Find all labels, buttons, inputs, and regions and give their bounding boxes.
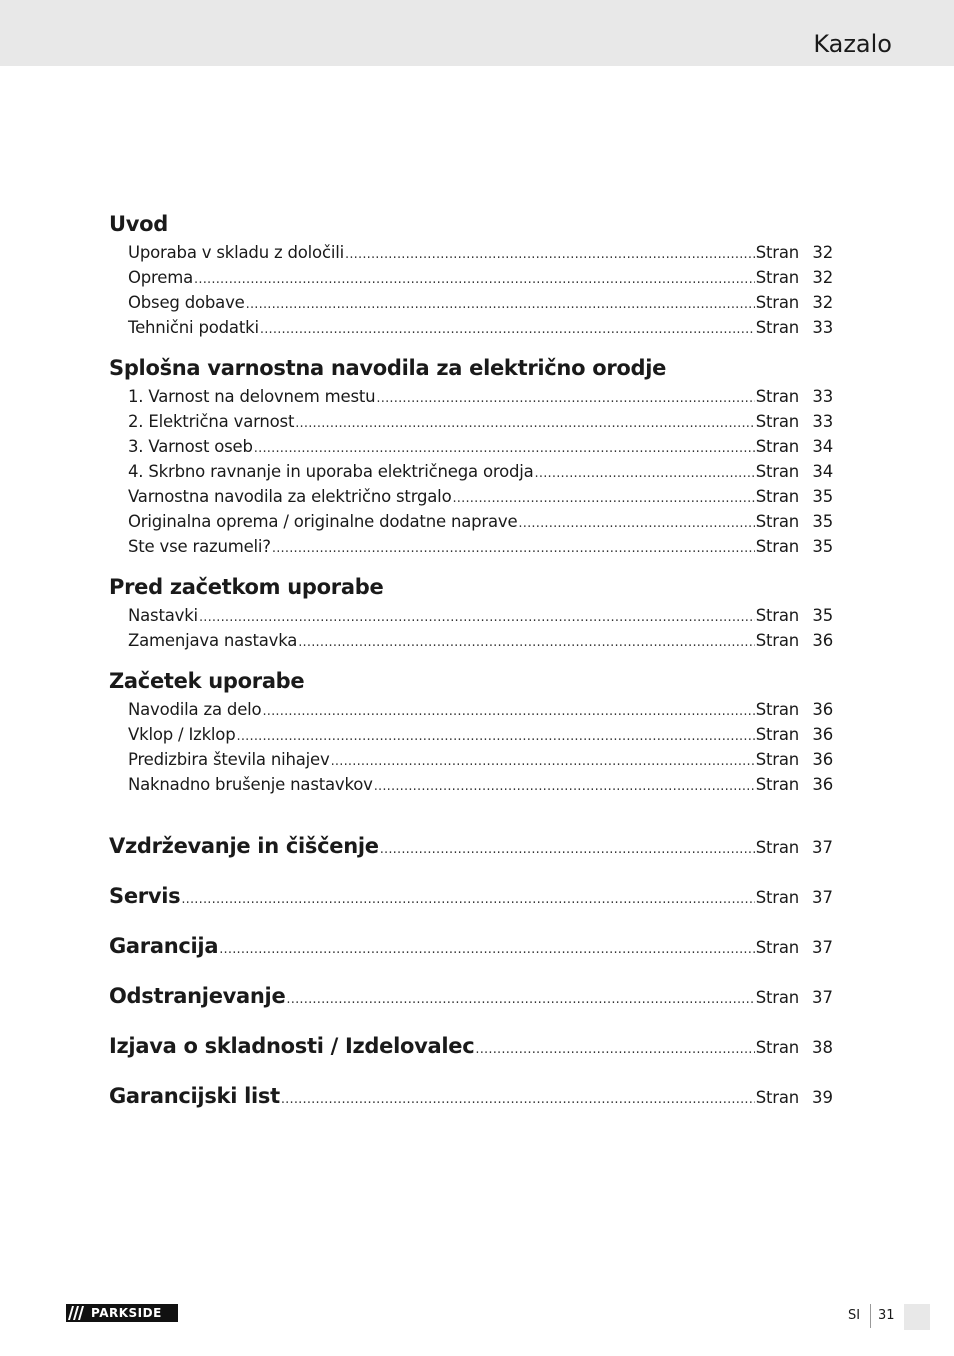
dot-leader (374, 772, 755, 799)
logo-stripes-icon (66, 1304, 88, 1322)
toc-entry-page: 35 (812, 606, 833, 625)
dot-leader (262, 697, 754, 724)
toc-entry-page: 33 (812, 318, 833, 337)
toc-entry[interactable] (109, 772, 833, 797)
toc-entry[interactable] (109, 697, 833, 722)
toc-entry-page: 36 (812, 700, 833, 719)
toc-entry-page: 35 (812, 537, 833, 556)
toc-entry-page: 36 (812, 725, 833, 744)
page-number: 31 (878, 1308, 895, 1323)
toc-entry-label: Originalna oprema / originalne dodatne naprave (128, 512, 518, 531)
toc-entry-label: Predizbira števila nihajev (128, 750, 330, 769)
toc-entry[interactable] (109, 315, 833, 340)
toc-entry-page: 33 (812, 387, 833, 406)
toc-entry[interactable] (109, 509, 833, 534)
toc-main-entry-label: Vzdrževanje in čiščenje (109, 834, 379, 858)
toc-main-entry[interactable] (109, 971, 833, 1021)
toc-entry-label: Varnostna navodila za električno strgalo (128, 487, 452, 506)
dot-leader (246, 290, 755, 317)
dot-leader (475, 1023, 754, 1075)
toc-entry-page: 39 (812, 1088, 833, 1107)
dot-leader (254, 434, 755, 461)
toc-entry-label: Ste vse razumeli? (128, 537, 271, 556)
parkside-logo (66, 1304, 178, 1322)
toc-entry-page: 35 (812, 512, 833, 531)
toc-entry-label: 3. Varnost oseb (128, 437, 253, 456)
toc-entry-page: 34 (812, 437, 833, 456)
dot-leader (199, 603, 755, 630)
toc-main-entry-label: Garancijski list (109, 1084, 280, 1108)
toc-entry-page-word: Stran (755, 938, 799, 957)
toc-entry-page: 35 (812, 487, 833, 506)
toc-main-entry[interactable] (109, 1071, 833, 1121)
dot-leader (219, 923, 755, 975)
toc-entry[interactable] (109, 459, 833, 484)
toc-entry[interactable] (109, 240, 833, 265)
toc-entry[interactable] (109, 265, 833, 290)
header-band (0, 0, 954, 66)
toc-entry-label: 4. Skrbno ravnanje in uporaba električnega orodja (128, 462, 534, 481)
section-heading: Splošna varnostna navodila za električno orodje (109, 356, 667, 380)
toc-entry[interactable] (109, 384, 833, 409)
toc-main-entry-label: Servis (109, 884, 181, 908)
toc-entry[interactable] (109, 603, 833, 628)
toc-entry-page-word: Stran (755, 725, 799, 744)
toc-entry-page: 37 (812, 988, 833, 1007)
toc-entry-label: Naknadno brušenje nastavkov (128, 775, 373, 794)
toc-entry-page: 37 (812, 838, 833, 857)
dot-leader (452, 484, 754, 511)
dot-leader (236, 722, 754, 749)
dot-leader (181, 873, 754, 925)
toc-entry-page-word: Stran (755, 462, 799, 481)
toc-main-entry-label: Odstranjevanje (109, 984, 286, 1008)
toc-entry-page: 32 (812, 293, 833, 312)
toc-entry-page: 37 (812, 938, 833, 957)
toc-entry-page-word: Stran (755, 606, 799, 625)
spacer (109, 809, 833, 821)
toc-section (109, 208, 833, 340)
dot-leader (295, 409, 754, 436)
dot-leader (345, 240, 755, 267)
toc-entry-page: 34 (812, 462, 833, 481)
toc-entry-label: 2. Električna varnost (128, 412, 295, 431)
toc-entry-page-word: Stran (755, 412, 799, 431)
dot-leader (286, 973, 754, 1025)
toc-section (109, 352, 833, 559)
toc-entry-label: Zamenjava nastavka (128, 631, 298, 650)
toc-entry-page-word: Stran (755, 838, 799, 857)
dot-leader (331, 747, 755, 774)
toc-entry-page-word: Stran (755, 750, 799, 769)
toc-entry[interactable] (109, 747, 833, 772)
toc-entry-page-word: Stran (755, 437, 799, 456)
toc-section (109, 665, 833, 797)
dot-leader (194, 265, 755, 292)
toc-main-entry[interactable] (109, 871, 833, 921)
toc-entry-page-word: Stran (755, 631, 799, 650)
toc-entry[interactable] (109, 722, 833, 747)
toc-entry-label: Oprema (128, 268, 194, 287)
toc-entry-page-word: Stran (755, 318, 799, 337)
page-title: Kazalo (813, 30, 892, 58)
toc-main-entry-label: Garancija (109, 934, 219, 958)
toc-entry-page-word: Stran (755, 1088, 799, 1107)
toc-main-entry[interactable] (109, 921, 833, 971)
toc-main-entry[interactable] (109, 1021, 833, 1071)
toc-entry-page: 36 (812, 775, 833, 794)
toc-entry-page-word: Stran (755, 387, 799, 406)
toc-entry[interactable] (109, 290, 833, 315)
toc-entry[interactable] (109, 628, 833, 653)
toc-entry-page: 33 (812, 412, 833, 431)
toc-entry-page-word: Stran (755, 888, 799, 907)
toc-entry-label: 1. Varnost na delovnem mestu (128, 387, 376, 406)
footer-tab-box (904, 1304, 930, 1330)
toc-entry[interactable] (109, 434, 833, 459)
toc-entry[interactable] (109, 484, 833, 509)
dot-leader (272, 534, 755, 561)
toc-entry-page: 37 (812, 888, 833, 907)
dot-leader (281, 1073, 755, 1125)
dot-leader (376, 384, 754, 411)
toc-main-entry-label: Izjava o skladnosti / Izdelovalec (109, 1034, 475, 1058)
dot-leader (535, 459, 755, 486)
toc-entry-label: Vklop / Izklop (128, 725, 236, 744)
toc-entry[interactable] (109, 534, 833, 559)
toc-entry-page-word: Stran (755, 1038, 799, 1057)
toc-entry-page: 38 (812, 1038, 833, 1057)
toc-entry-label: Uporaba v skladu z določili (128, 243, 344, 262)
toc-entry-page: 36 (812, 631, 833, 650)
dot-leader (298, 628, 755, 655)
toc-entry-label: Tehnični podatki (128, 318, 259, 337)
toc-main-entry[interactable] (109, 821, 833, 871)
logo-text: PARKSIDE (91, 1306, 162, 1320)
toc-entry-page-word: Stran (755, 487, 799, 506)
toc-entry[interactable] (109, 409, 833, 434)
toc-entry-page: 32 (812, 268, 833, 287)
toc-entry-page-word: Stran (755, 988, 799, 1007)
toc-entry-page-word: Stran (755, 700, 799, 719)
toc-entry-page-word: Stran (755, 537, 799, 556)
toc-entry-page: 36 (812, 750, 833, 769)
table-of-contents (109, 208, 833, 1121)
section-heading: Začetek uporabe (109, 669, 305, 693)
toc-entry-page-word: Stran (755, 243, 799, 262)
toc-section (109, 571, 833, 653)
toc-entry-label: Navodila za delo (128, 700, 262, 719)
toc-entry-label: Nastavki (128, 606, 198, 625)
section-heading: Uvod (109, 212, 169, 236)
dot-leader (380, 823, 755, 875)
footer-divider (870, 1304, 871, 1328)
toc-entry-page-word: Stran (755, 293, 799, 312)
toc-entry-page-word: Stran (755, 268, 799, 287)
toc-entry-label: Obseg dobave (128, 293, 245, 312)
toc-entry-page-word: Stran (755, 512, 799, 531)
language-code: SI (848, 1308, 861, 1323)
section-heading: Pred začetkom uporabe (109, 575, 384, 599)
dot-leader (518, 509, 754, 536)
toc-entry-page-word: Stran (755, 775, 799, 794)
dot-leader (260, 315, 755, 342)
toc-entry-page: 32 (812, 243, 833, 262)
